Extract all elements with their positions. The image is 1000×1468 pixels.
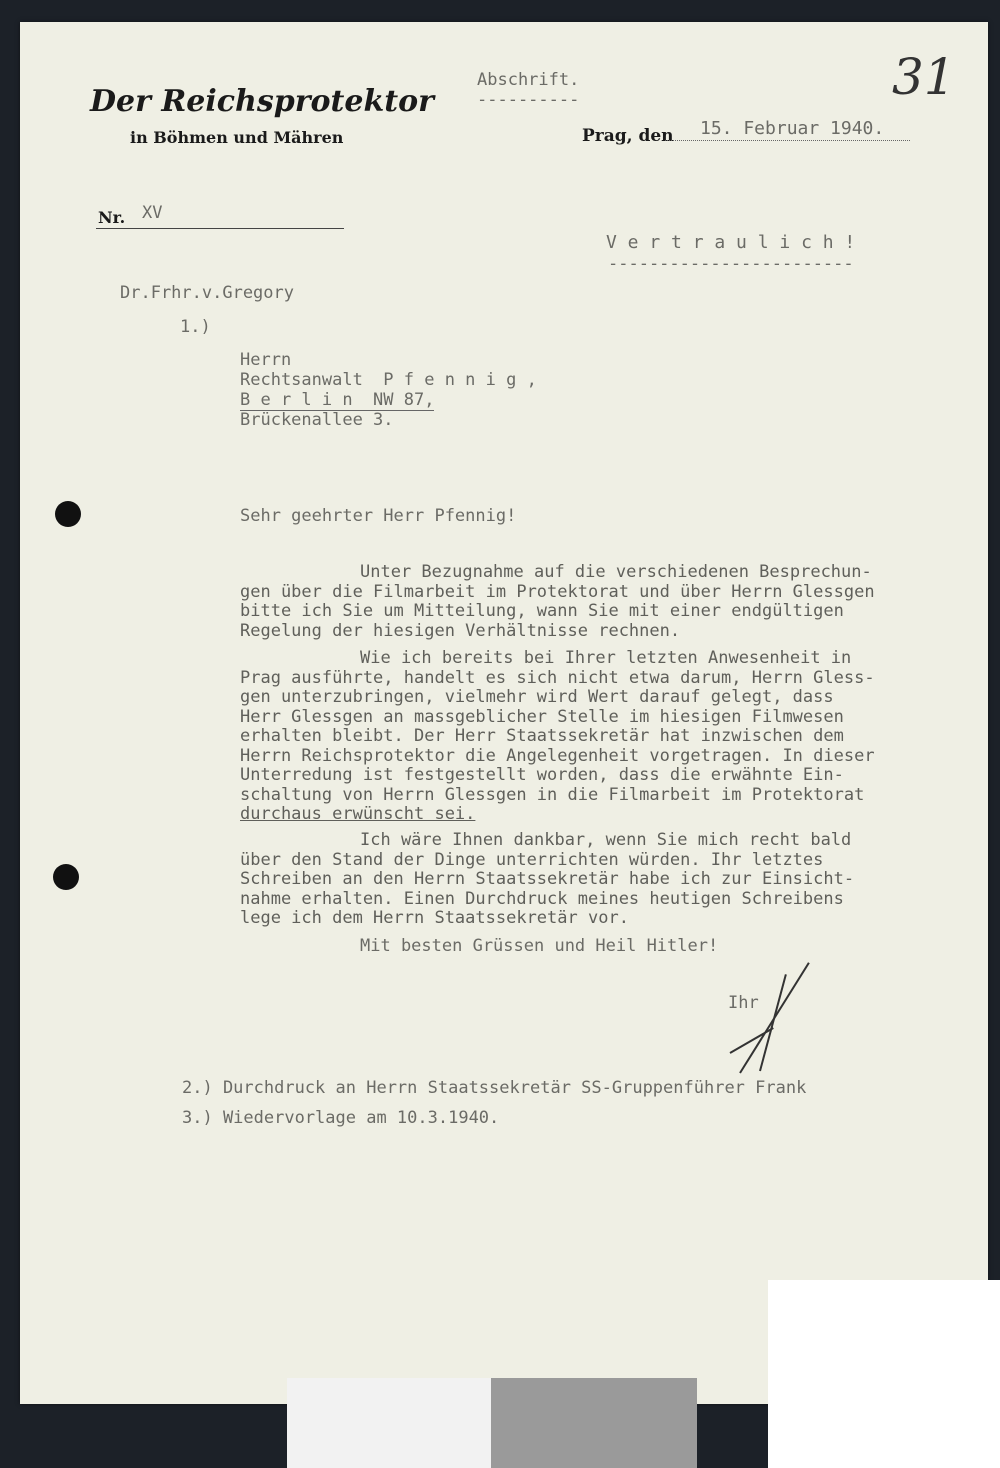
copy-mark-underline: ----------	[477, 90, 580, 110]
signature-word: Ihr	[728, 993, 759, 1013]
scan-gray-swatch	[491, 1378, 697, 1468]
paragraph-2-line-7: Unterredung ist festgestellt worden, dass die erwähnte Ein-	[240, 765, 844, 785]
punch-hole-bottom	[53, 864, 79, 890]
item-2-line: 2.) Durchdruck an Herrn Staatssekretär SS-Gruppenführer Frank	[182, 1078, 807, 1098]
paragraph-3-line-1: Ich wäre Ihnen dankbar, wenn Sie mich recht bald	[360, 830, 852, 850]
scan-white-patch	[768, 1280, 1000, 1468]
letterhead-subtitle: in Böhmen und Mähren	[130, 128, 344, 147]
paragraph-2-line-9: durchaus erwünscht sei.	[240, 804, 476, 824]
paragraph-3-line-5: lege ich dem Herrn Staatssekretär vor.	[240, 908, 629, 928]
paragraph-2-line-1: Wie ich bereits bei Ihrer letzten Anwesenheit in	[360, 648, 852, 668]
recipient-line-1: Herrn	[240, 350, 292, 370]
confidential-mark: V e r t r a u l i c h !	[606, 232, 856, 253]
copy-mark: Abschrift.	[477, 70, 580, 90]
reference-label: Nr.	[98, 208, 126, 227]
paragraph-2-line-6: Herrn Reichsprotektor die Angelegenheit vorgetragen. In dieser	[240, 745, 875, 766]
paragraph-2-line-3: gen unterzubringen, vielmehr wird Wert darauf gelegt, dass	[240, 687, 834, 707]
paragraph-3-line-4: nahme erhalten. Einen Durchdruck meines heutigen Schreibens	[240, 888, 844, 909]
item-1-label: 1.)	[180, 317, 211, 337]
paragraph-2-line-2: Prag ausführte, handelt es sich nicht etwa darum, Herrn Gless-	[240, 667, 875, 688]
recipient-line-3: B e r l i n NW 87,	[240, 390, 435, 410]
confidential-underline: ------------------------	[608, 254, 854, 274]
author-line: Dr.Frhr.v.Gregory	[120, 283, 294, 303]
date-dotted-line	[665, 140, 910, 141]
paragraph-3-line-2: über den Stand der Dinge unterrichten würden. Ihr letztes	[240, 849, 824, 870]
item-3-line: 3.) Wiedervorlage am 10.3.1940.	[182, 1108, 500, 1128]
paragraph-2	[240, 649, 980, 825]
document-page	[20, 22, 988, 1404]
paragraph-3	[240, 831, 980, 929]
paragraph-2-line-4: Herr Glessgen an massgeblicher Stelle im hiesigen Filmwesen	[240, 706, 844, 727]
letterhead-title: Der Reichsprotektor	[90, 84, 434, 119]
paragraph-1	[240, 563, 980, 641]
recipient-line-4: Brückenallee 3.	[240, 410, 394, 430]
reference-value: XV	[142, 203, 163, 223]
paragraph-1-line-1: Unter Bezugnahme auf die verschiedenen Besprechun-	[360, 562, 872, 582]
paragraph-2-line-8: schaltung von Herrn Glessgen in die Filmarbeit im Protektorat	[240, 784, 865, 805]
paragraph-3-line-3: Schreiben an den Herrn Staatssekretär habe ich zur Einsicht-	[240, 869, 855, 889]
reference-underline	[96, 228, 344, 229]
folio-number: 31	[892, 48, 956, 106]
paragraph-1-line-3: bitte ich Sie um Mitteilung, wann Sie mit einer endgültigen	[240, 601, 844, 621]
scan-light-swatch	[287, 1378, 491, 1468]
paragraph-2-line-5: erhalten bleibt. Der Herr Staatssekretär hat inzwischen dem	[240, 726, 844, 746]
place-date-prefix: Prag, den	[582, 126, 674, 146]
recipient-line-2: Rechtsanwalt P f e n n i g ,	[240, 370, 537, 390]
signature-mark	[720, 952, 840, 1082]
salutation: Sehr geehrter Herr Pfennig!	[240, 506, 517, 526]
paragraph-1-line-4: Regelung der hiesigen Verhältnisse rechnen.	[240, 620, 681, 641]
punch-hole-top	[55, 501, 81, 527]
letter-date: 15. Februar 1940.	[700, 118, 885, 139]
closing-line: Mit besten Grüssen und Heil Hitler!	[360, 936, 719, 956]
paragraph-1-line-2: gen über die Filmarbeit im Protektorat und über Herrn Glessgen	[240, 581, 875, 602]
